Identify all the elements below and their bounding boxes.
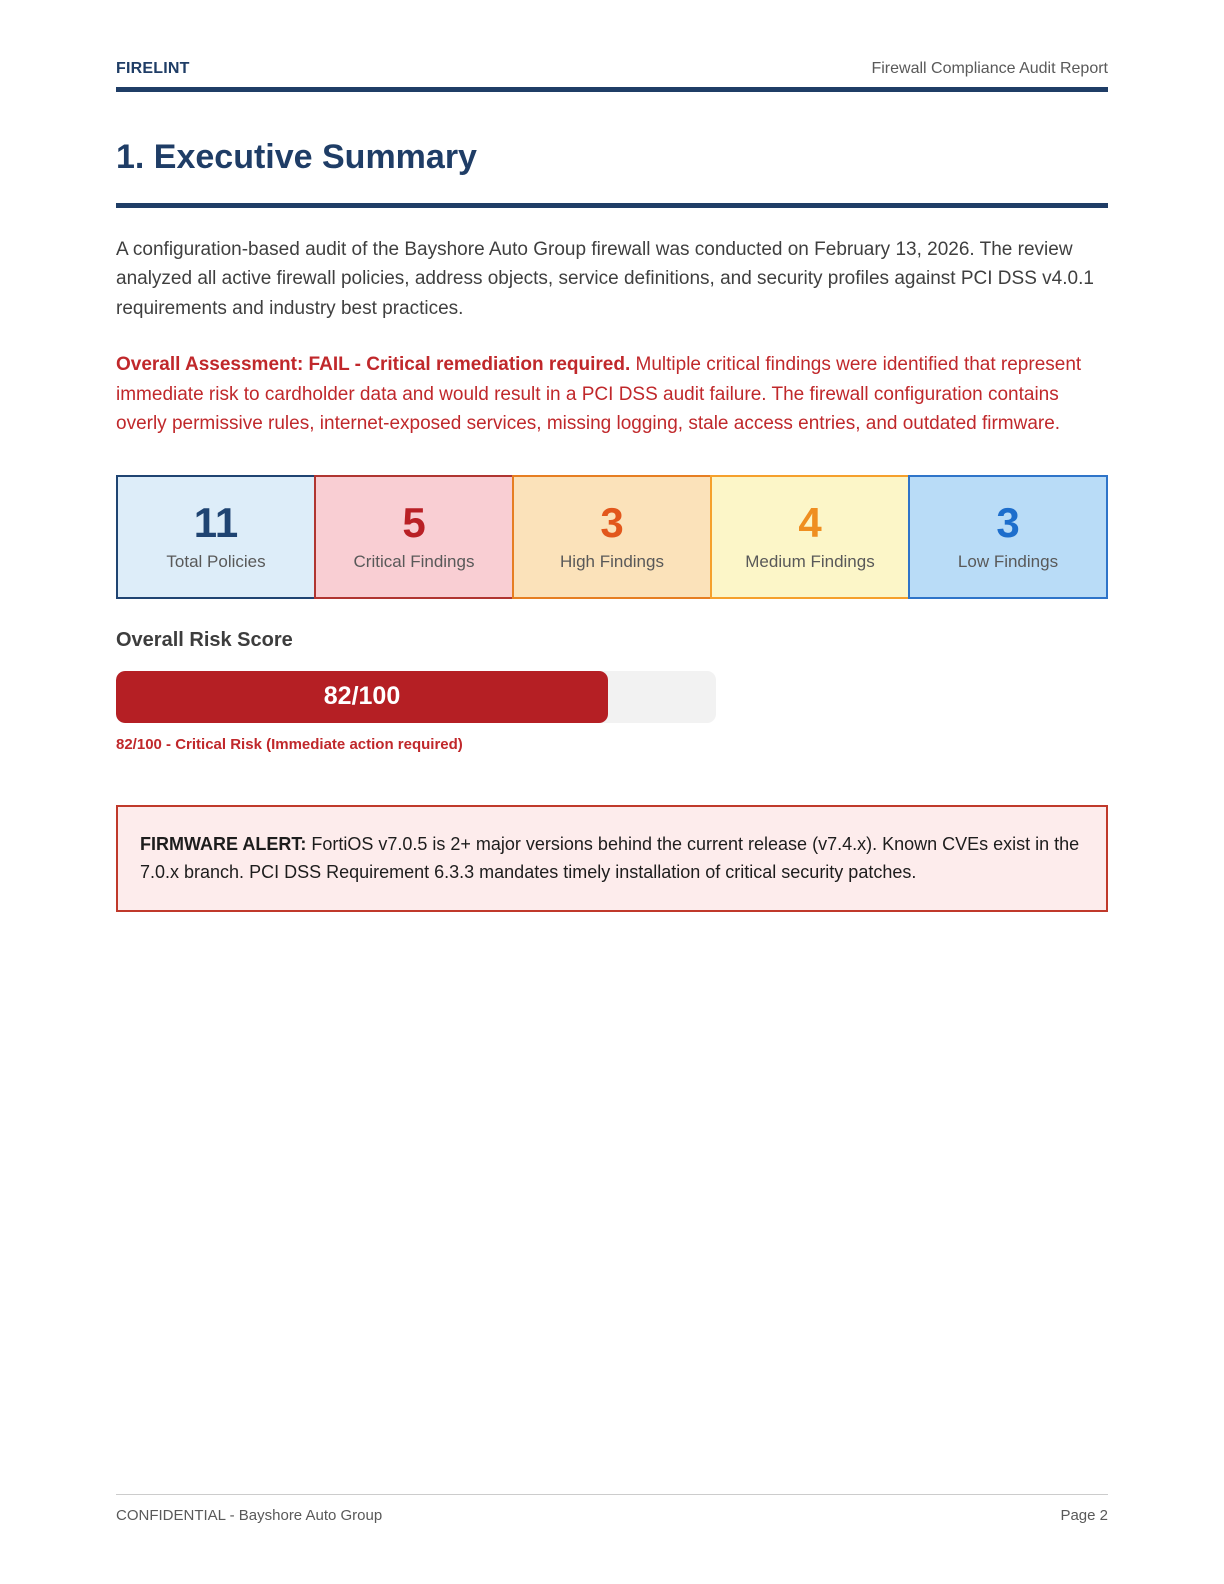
risk-score-value: 82/100 [323, 682, 401, 711]
firmware-alert-body: FortiOS v7.0.5 is 2+ major versions behind the current release (v7.4.x). Known CVEs exist in the 7.0.x branch. PCI DSS Requirement 6.3.3 mandates timely installation of critical security patches. [140, 833, 1080, 882]
assessment-body: Multiple critical findings were identified that represent immediate risk to cardholder data and would result in a PCI DSS audit failure. The firewall configuration contains overly permissive rules, internet-exposed services, missing logging, stale access entries, and outdated firmware. [116, 354, 1082, 435]
section-title-rule [116, 203, 1108, 208]
stat-low-findings [908, 475, 1108, 599]
stat-value: 3 [996, 499, 1020, 547]
stat-value: 3 [600, 499, 624, 547]
firmware-alert-box [116, 805, 1108, 913]
document-title: Firewall Compliance Audit Report [871, 60, 1108, 77]
footer-confidential: CONFIDENTIAL - Bayshore Auto Group [116, 1507, 383, 1524]
intro-paragraph: A configuration-based audit of the Bayshore Auto Group firewall was conducted on February 13, 2026. The review analyzed all active firewall policies, address objects, service definitions, and security profiles against PCI DSS v4.0.1 requirements and industry best practices. [116, 239, 1094, 319]
footer-page-number: Page 2 [1060, 1507, 1108, 1524]
stats-row [116, 475, 1108, 599]
stat-label: Medium Findings [745, 552, 875, 572]
firmware-alert-lead: FIRMWARE ALERT: [140, 833, 307, 854]
risk-score-heading: Overall Risk Score [116, 628, 293, 651]
stat-label: Total Policies [166, 552, 266, 572]
page-header [116, 0, 1108, 92]
risk-score-bar [116, 671, 608, 723]
assessment-paragraph [116, 350, 1108, 438]
risk-score-caption: 82/100 - Critical Risk (Immediate action required) [116, 735, 463, 753]
brand-name: FIRELINT [116, 60, 190, 77]
page-footer [116, 1494, 1108, 1524]
section-title: 1. Executive Summary [116, 138, 477, 176]
stat-value: 4 [798, 499, 822, 547]
stat-high-findings [512, 475, 712, 599]
risk-score-track [116, 671, 716, 723]
stat-value: 11 [193, 499, 239, 547]
assessment-lead: Overall Assessment: FAIL - Critical remediation required. [116, 354, 631, 376]
stat-critical-findings [314, 475, 514, 599]
stat-label: High Findings [560, 552, 664, 572]
stat-label: Low Findings [957, 552, 1059, 572]
stat-total-policies [116, 475, 316, 599]
stat-value: 5 [402, 499, 426, 547]
stat-medium-findings [710, 475, 910, 599]
page-content [116, 0, 1108, 912]
stat-label: Critical Findings [353, 552, 475, 572]
